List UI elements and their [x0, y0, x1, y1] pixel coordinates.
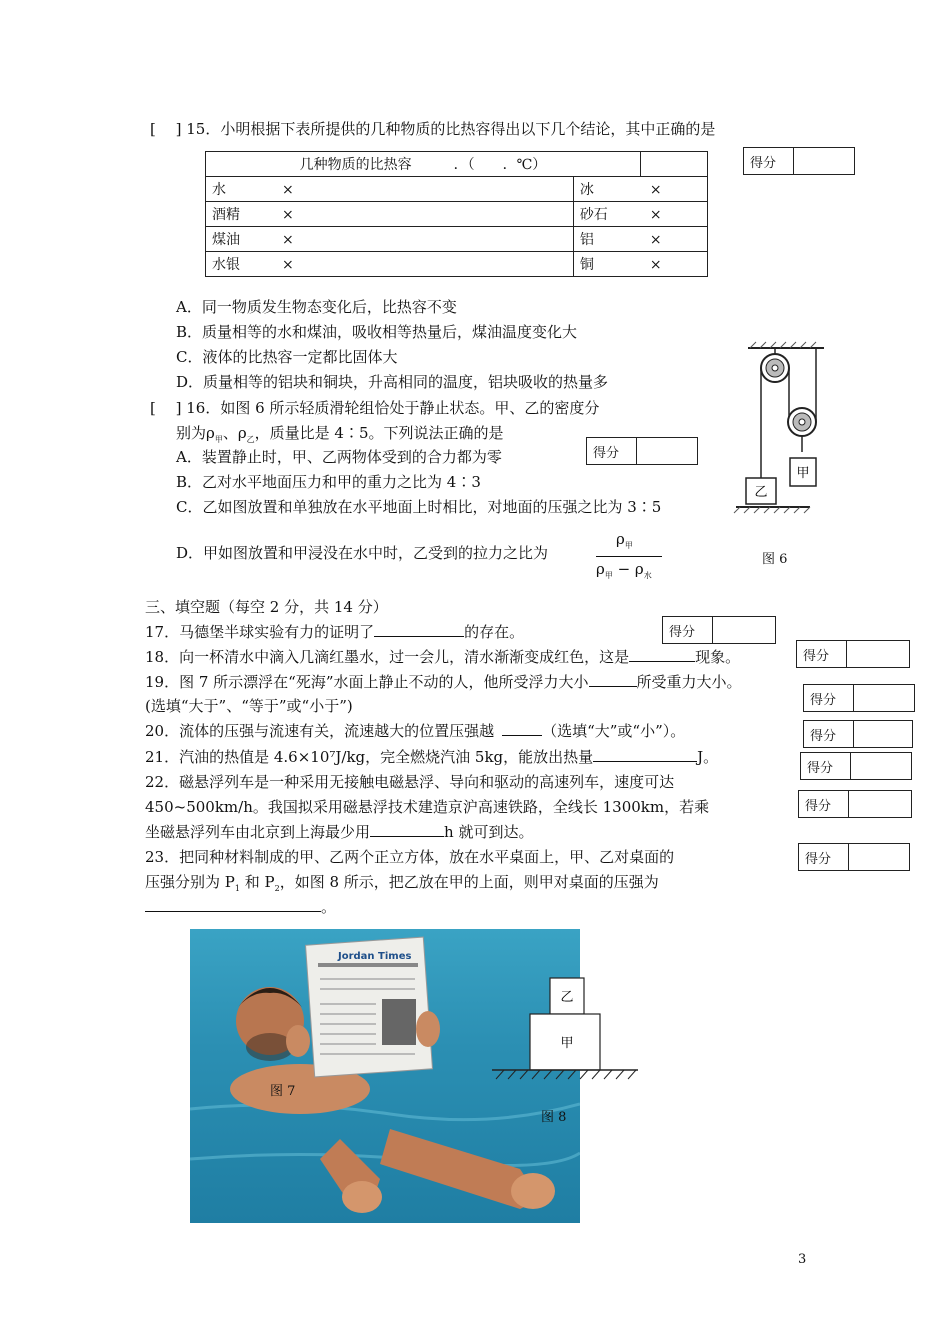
answer-bracket[interactable]: [ ]	[150, 120, 182, 138]
score-box: 得分	[743, 147, 855, 175]
q22-line1: 22．磁悬浮列车是一种采用无接触电磁悬浮、导向和驱动的高速列车，速度可达	[145, 773, 675, 791]
q16-option-d: D．甲如图放置和甲浸没在水中时，乙受到的拉力之比为	[176, 544, 549, 562]
answer-blank[interactable]	[374, 622, 464, 637]
score-box: 得分	[798, 843, 910, 871]
answer-blank[interactable]	[593, 747, 697, 762]
q16-line2: 别为$\rho_甲$、$\rho_乙$，质量比是 4∶5。下列说法正确的是	[176, 424, 504, 444]
score-field[interactable]	[854, 685, 914, 711]
score-field[interactable]	[847, 641, 909, 667]
score-box: 得分	[798, 790, 912, 818]
newspaper-title: Jordan Times	[338, 951, 412, 962]
answer-blank[interactable]	[145, 897, 321, 912]
q17: 17．马德堡半球实验有力的证明了 的存在。	[145, 623, 525, 641]
q15-option-c: C．液体的比热容一定都比固体大	[176, 348, 398, 366]
q22-line2: 450~500km/h。我国拟采用磁悬浮技术建造京沪高速铁路，全线长 1300km，若乘	[145, 798, 710, 816]
score-field[interactable]	[849, 791, 911, 817]
score-box: 得分	[803, 684, 915, 712]
score-field[interactable]	[637, 438, 697, 464]
specific-heat-table	[205, 151, 708, 277]
score-field[interactable]	[849, 844, 909, 870]
answer-blank[interactable]	[502, 721, 542, 736]
page-number: 3	[798, 1252, 807, 1267]
q20: 20．流体的压强与流速有关，流速越大的位置压强越 （选填“大”或“小”）。	[145, 722, 686, 740]
figure7-caption: 图 7	[270, 1084, 296, 1099]
table-title-right	[640, 152, 707, 177]
fraction-bar	[596, 556, 662, 557]
q19: 19．图 7 所示漂浮在“死海”水面上静止不动的人，他所受浮力大小 所受重力大小。	[145, 673, 742, 691]
answer-blank[interactable]	[629, 647, 695, 662]
score-field[interactable]	[851, 753, 911, 779]
q15-option-a: A．同一物质发生物态变化后，比热容不变	[176, 298, 457, 316]
q15-stem: 15．小明根据下表所提供的几种物质的比热容得出以下几个结论，其中正确的是	[186, 120, 716, 138]
fraction-numerator: $\rho_甲$	[616, 530, 633, 550]
score-field[interactable]	[794, 148, 854, 174]
score-field[interactable]	[713, 617, 775, 643]
q23-line1: 23．把同种材料制成的甲、乙两个正立方体，放在水平桌面上，甲、乙对桌面的	[145, 848, 675, 866]
q16-option-b: B．乙对水平地面压力和甲的重力之比为 4∶3	[176, 473, 481, 491]
stacked-cubes-diagram	[490, 975, 640, 1085]
table-row: 酒精 × 砂石 ×	[206, 202, 708, 227]
q21: 21．汽油的热值是 4.6×10⁷J/kg，完全燃烧汽油 5kg，能放出热量 J。	[145, 748, 719, 766]
score-box: 得分	[800, 752, 912, 780]
score-box: 得分	[796, 640, 910, 668]
q18: 18．向一杯清水中滴入几滴红墨水，过一会儿，清水渐渐变成红色，这是 现象。	[145, 648, 741, 666]
cube-jia-label: 甲	[560, 1036, 574, 1051]
q15-line	[150, 119, 715, 139]
answer-blank[interactable]	[370, 822, 444, 837]
fraction-denominator: $\rho_甲 - \rho_水$	[596, 560, 652, 580]
score-field[interactable]	[854, 721, 912, 747]
section-title: 三、填空题（每空 2 分，共 14 分）	[145, 598, 388, 616]
q23-line3: 。	[145, 897, 336, 917]
q16-option-a: A．装置静止时，甲、乙两物体受到的合力都为零	[176, 448, 502, 466]
cube-yi-label: 乙	[560, 990, 574, 1005]
table-row: 水 × 冰 ×	[206, 177, 708, 202]
q22-line3: 坐磁悬浮列车由北京到上海最少用 h 就可到达。	[145, 823, 534, 841]
q16-option-c: C．乙如图放置和单独放在水平地面上时相比，对地面的压强之比为 3∶5	[176, 498, 662, 516]
table-row: 水银 × 铜 ×	[206, 252, 708, 277]
score-box: 得分	[586, 437, 698, 465]
pulley-diagram	[730, 340, 830, 520]
score-box: 得分	[803, 720, 913, 748]
q16-line	[150, 398, 599, 418]
q15-option-b: B．质量相等的水和煤油，吸收相等热量后，煤油温度变化大	[176, 323, 578, 341]
q16-stem: 16．如图 6 所示轻质滑轮组恰处于静止状态。甲、乙的密度分	[186, 399, 600, 417]
q15-option-d: D．质量相等的铝块和铜块，升高相同的温度，铝块吸收的热量多	[176, 373, 609, 391]
figure6-caption: 图 6	[762, 552, 788, 567]
answer-bracket[interactable]: [ ]	[150, 399, 182, 417]
q23-line2: 压强分别为 $P_1$ 和 $P_2$，如图 8 所示，把乙放在甲的上面，则甲对桌面的压强为	[145, 873, 659, 893]
answer-blank[interactable]	[589, 672, 637, 687]
score-box: 得分	[662, 616, 776, 644]
table-row: 煤油 × 铝 ×	[206, 227, 708, 252]
table-title: 几种物质的比热容 ．（ ．℃）	[206, 152, 641, 177]
block-yi-label: 乙	[754, 485, 768, 500]
block-jia-label: 甲	[796, 466, 810, 481]
figure8-caption: 图 8	[541, 1110, 567, 1125]
q19-hint: (选填“大于”、“等于”或“小于”)	[145, 697, 353, 715]
